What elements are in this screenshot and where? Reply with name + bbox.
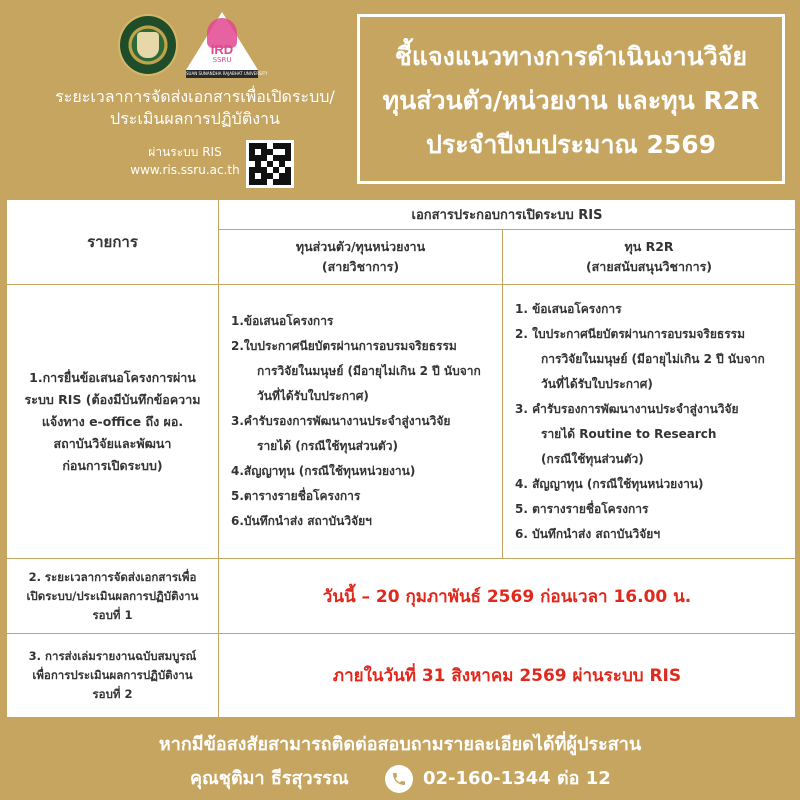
doc-item: 4.สัญญาทุน (กรณีใช้ทุนหน่วยงาน) xyxy=(231,464,416,478)
ird-logo-text: IRD xyxy=(210,42,234,57)
footer-contact xyxy=(0,762,800,796)
phone-icon xyxy=(385,765,413,793)
table-row xyxy=(7,634,796,718)
docs-header: เอกสารประกอบการเปิดระบบ RIS xyxy=(219,200,796,230)
col-personal-fund-header xyxy=(219,230,503,285)
qr-code[interactable] xyxy=(246,140,294,188)
doc-item: 4. สัญญาทุน (กรณีใช้ทุนหน่วยงาน) xyxy=(515,476,704,491)
doc-item-cont: การวิจัยในมนุษย์ (มีอายุไม่เกิน 2 ปี นับจาก xyxy=(541,351,765,366)
ris-info xyxy=(115,143,255,179)
contact-name: คุณชุติมา ธีรสุวรรณ xyxy=(190,768,349,789)
title-box xyxy=(357,14,785,184)
row3-item-line: 3. การส่งเล่มรายงานฉบับสมบูรณ์ xyxy=(28,649,197,663)
row2-item xyxy=(7,559,219,634)
ird-ssru-logo xyxy=(186,12,268,78)
ris-website-link[interactable]: www.ris.ssru.ac.th xyxy=(130,163,240,177)
doc-item-cont: วันที่ได้รับใบประกาศ) xyxy=(257,389,369,403)
row3-item-line: รอบที่ 2 xyxy=(92,687,133,701)
doc-item-cont: รายได้ Routine to Research xyxy=(541,426,717,441)
row1-item-line: สถาบันวิจัยและพัฒนา xyxy=(53,435,172,451)
col-item-header: รายการ xyxy=(7,200,219,285)
doc-item: 1. ข้อเสนอโครงการ xyxy=(515,301,622,316)
phone-number[interactable]: 02-160-1344 ต่อ 12 xyxy=(423,768,611,789)
ird-logo-sub: SSRU xyxy=(212,56,232,64)
period-line-1: ระยะเวลาการจัดส่งเอกสารเพื่อเปิดระบบ/ xyxy=(55,87,335,106)
doc-item-cont: วันที่ได้รับใบประกาศ) xyxy=(541,376,653,391)
university-logo-emblem xyxy=(137,32,159,58)
requirements-table xyxy=(6,199,795,717)
row2-item-line: 2. ระยะเวลาการจัดส่งเอกสารเพื่อ xyxy=(28,569,197,584)
doc-item-cont: การวิจัยในมนุษย์ (มีอายุไม่เกิน 2 ปี นับจาก xyxy=(257,364,481,378)
row1-item-line: ระบบ RIS (ต้องมีบันทึกข้อความ xyxy=(24,391,201,407)
submission-period xyxy=(30,86,360,130)
row2-item-line: เปิดระบบ/ประเมินผลการปฏิบัติงาน xyxy=(26,588,199,603)
title-line-3: ประจำปีงบประมาณ 2569 xyxy=(425,130,717,159)
row3-deadline: ภายในวันที่ 31 สิงหาคม 2569 ผ่านระบบ RIS xyxy=(219,634,796,718)
row1-item-line: แจ้งทาง e-office ถึง ผอ. xyxy=(41,413,184,429)
col-personal-fund-title: ทุนส่วนตัว/ทุนหน่วยงาน xyxy=(295,239,426,254)
row1-item-line: 1.การยื่นข้อเสนอโครงการผ่าน xyxy=(29,369,196,385)
title-line-1: ชี้แจงแนวทางการดำเนินงานวิจัย xyxy=(394,42,748,71)
period-line-2: ประเมินผลการปฏิบัติงาน xyxy=(110,109,280,128)
qr-code-pattern xyxy=(249,143,291,185)
title-line-2: ทุนส่วนตัว/หน่วยงาน และทุน R2R xyxy=(382,86,760,115)
header xyxy=(0,0,800,195)
doc-item: 2.ใบประกาศนียบัตรผ่านการอบรมจริยธรรม xyxy=(231,339,457,353)
col-personal-fund-sub: (สายวิชาการ) xyxy=(321,259,400,274)
doc-item: 3.คำรับรองการพัฒนางานประจำสู่งานวิจัย xyxy=(231,414,451,428)
table-row xyxy=(7,285,796,559)
table-row xyxy=(7,559,796,634)
row2-item-line: รอบที่ 1 xyxy=(92,607,133,622)
doc-item: 5.ตารางรายชื่อโครงการ xyxy=(231,489,361,503)
row1-item-line: ก่อนการเปิดระบบ) xyxy=(62,457,163,473)
row1-personal-fund-docs xyxy=(219,285,503,559)
doc-item: 6.บันทึกนำส่ง สถาบันวิจัยฯ xyxy=(231,514,372,528)
ris-system-label: ผ่านระบบ RIS xyxy=(148,145,222,159)
row1-r2r-docs xyxy=(503,285,796,559)
row3-item xyxy=(7,634,219,718)
doc-item: 3. คำรับรองการพัฒนางานประจำสู่งานวิจัย xyxy=(515,401,739,416)
row2-deadline: วันนี้ – 20 กุมภาพันธ์ 2569 ก่อนเวลา 16.00 น. xyxy=(219,559,796,634)
col-r2r-header xyxy=(503,230,796,285)
col-r2r-title: ทุน R2R xyxy=(624,239,674,254)
doc-item-cont: รายได้ (กรณีใช้ทุนส่วนตัว) xyxy=(257,439,398,453)
row3-item-line: เพื่อการประเมินผลการปฏิบัติงาน xyxy=(32,668,193,682)
footer-contact-note: หากมีข้อสงสัยสามารถติดต่อสอบถามรายละเอียดได้ที่ผู้ประสาน xyxy=(158,734,642,755)
doc-item-cont: (กรณีใช้ทุนส่วนตัว) xyxy=(541,451,644,466)
col-r2r-sub: (สายสนับสนุนวิชาการ) xyxy=(585,259,713,274)
ird-logo-caption: SUAN SUNANDHA RAJABHAT UNIVERSITY xyxy=(186,71,268,76)
doc-item: 1.ข้อเสนอโครงการ xyxy=(231,314,334,328)
doc-item: 6. บันทึกนำส่ง สถาบันวิจัยฯ xyxy=(515,526,661,541)
doc-item: 2. ใบประกาศนียบัตรผ่านการอบรมจริยธรรม xyxy=(515,326,746,341)
doc-item: 5. ตารางรายชื่อโครงการ xyxy=(515,501,649,516)
university-logo xyxy=(118,14,178,76)
table-header-row xyxy=(7,200,796,230)
row1-item xyxy=(7,285,219,559)
